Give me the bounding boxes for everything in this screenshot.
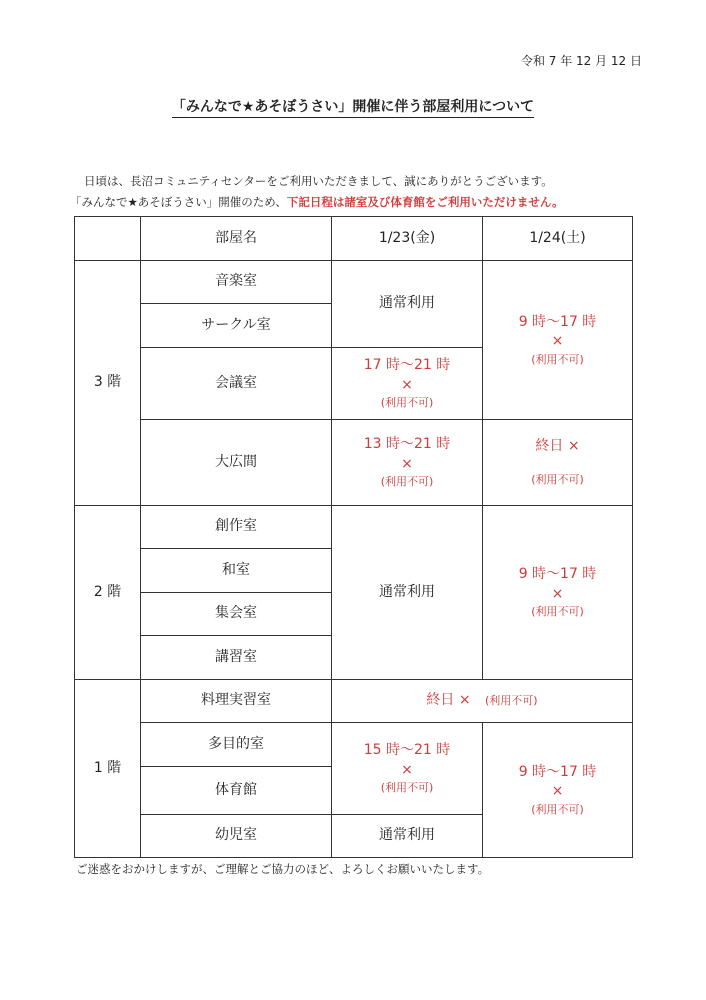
time-label: 13 時～21 時	[363, 436, 451, 453]
room-koushu: 講習室	[141, 636, 332, 680]
daihiroma-day2	[483, 420, 633, 506]
room-ryouri: 料理実習室	[141, 680, 332, 723]
title-text: 「みんなで★あそぼうさい」開催に伴う部屋利用について	[172, 99, 534, 118]
document-date: 令和 7 年 12 月 12 日	[520, 54, 642, 68]
unavailable-note: (利用不可)	[380, 396, 434, 410]
unavailable-note: (利用不可)	[380, 781, 434, 795]
unavailable-note: (利用不可)	[485, 694, 538, 708]
intro-line-2-emphasis: 下記日程は諸室及び体育館をご利用いただけません。	[286, 195, 564, 209]
room-sousaku: 創作室	[141, 506, 332, 549]
cross-mark: ×	[551, 783, 564, 800]
cross-mark: ×	[551, 585, 564, 602]
room-kaigi: 会議室	[141, 348, 332, 420]
kaigi-day1	[332, 348, 483, 420]
header-blank-cell	[75, 217, 141, 261]
table-row	[75, 506, 633, 549]
room-ongaku: 音楽室	[141, 261, 332, 304]
header-day1: 1/23(金)	[332, 217, 483, 261]
ongaku-circle-day1: 通常利用	[332, 261, 483, 348]
room-tamokuteki: 多目的室	[141, 723, 332, 767]
cross-mark: ×	[401, 455, 413, 472]
f1-day2	[483, 723, 633, 858]
table-row	[75, 420, 633, 506]
unavailable-note: (利用不可)	[531, 605, 584, 619]
cross-mark: ×	[401, 761, 413, 778]
cross-mark: ×	[401, 376, 413, 393]
time-label: 15 時～21 時	[363, 742, 451, 759]
room-youji: 幼児室	[141, 815, 332, 858]
unavailable-note: (利用不可)	[531, 473, 584, 487]
allday-label: 終日 ×	[535, 437, 580, 454]
footer-note: ご迷惑をおかけしますが、ご理解とご協力のほど、よろしくお願いいたします。	[76, 862, 490, 876]
unavailable-note: (利用不可)	[531, 802, 584, 816]
floor-2-label: 2 階	[75, 506, 141, 680]
schedule-table	[74, 216, 633, 858]
room-daihiroma: 大広間	[141, 420, 332, 506]
time-label: 9 時～17 時	[518, 763, 597, 780]
table-row	[75, 723, 633, 767]
time-label: 17 時～21 時	[363, 357, 451, 374]
header-room: 部屋名	[141, 217, 332, 261]
intro-line-2	[70, 194, 564, 210]
unavailable-note: (利用不可)	[531, 352, 584, 366]
unavailable-note: (利用不可)	[380, 475, 434, 489]
ryouri-both-days	[332, 680, 633, 723]
tamokuteki-taiikukan-day1	[332, 723, 483, 815]
floor-3-label: 3 階	[75, 261, 141, 506]
f2-day2	[483, 506, 633, 680]
table-row	[75, 261, 633, 304]
document-title	[0, 96, 706, 116]
youji-day1: 通常利用	[332, 815, 483, 858]
room-taiikukan: 体育館	[141, 767, 332, 815]
time-label: 9 時～17 時	[518, 313, 597, 330]
header-day2: 1/24(土)	[483, 217, 633, 261]
room-circle: サークル室	[141, 304, 332, 348]
allday-label: 終日 ×	[426, 692, 471, 709]
cross-mark: ×	[551, 333, 564, 350]
table-row	[75, 680, 633, 723]
time-label: 9 時～17 時	[518, 566, 597, 583]
room-washitsu: 和室	[141, 549, 332, 593]
header-row	[75, 217, 633, 261]
room-shukai: 集会室	[141, 593, 332, 636]
f2-day1: 通常利用	[332, 506, 483, 680]
intro-line-2-plain: 「みんなで★あそぼうさい」開催のため、	[70, 195, 287, 209]
f3-day2-upper	[483, 261, 633, 420]
floor-1-label: 1 階	[75, 680, 141, 858]
daihiroma-day1	[332, 420, 483, 506]
intro-line-1: 日頃は、長沼コミュニティセンターをご利用いただきまして、誠にありがとうございます。	[84, 174, 553, 188]
